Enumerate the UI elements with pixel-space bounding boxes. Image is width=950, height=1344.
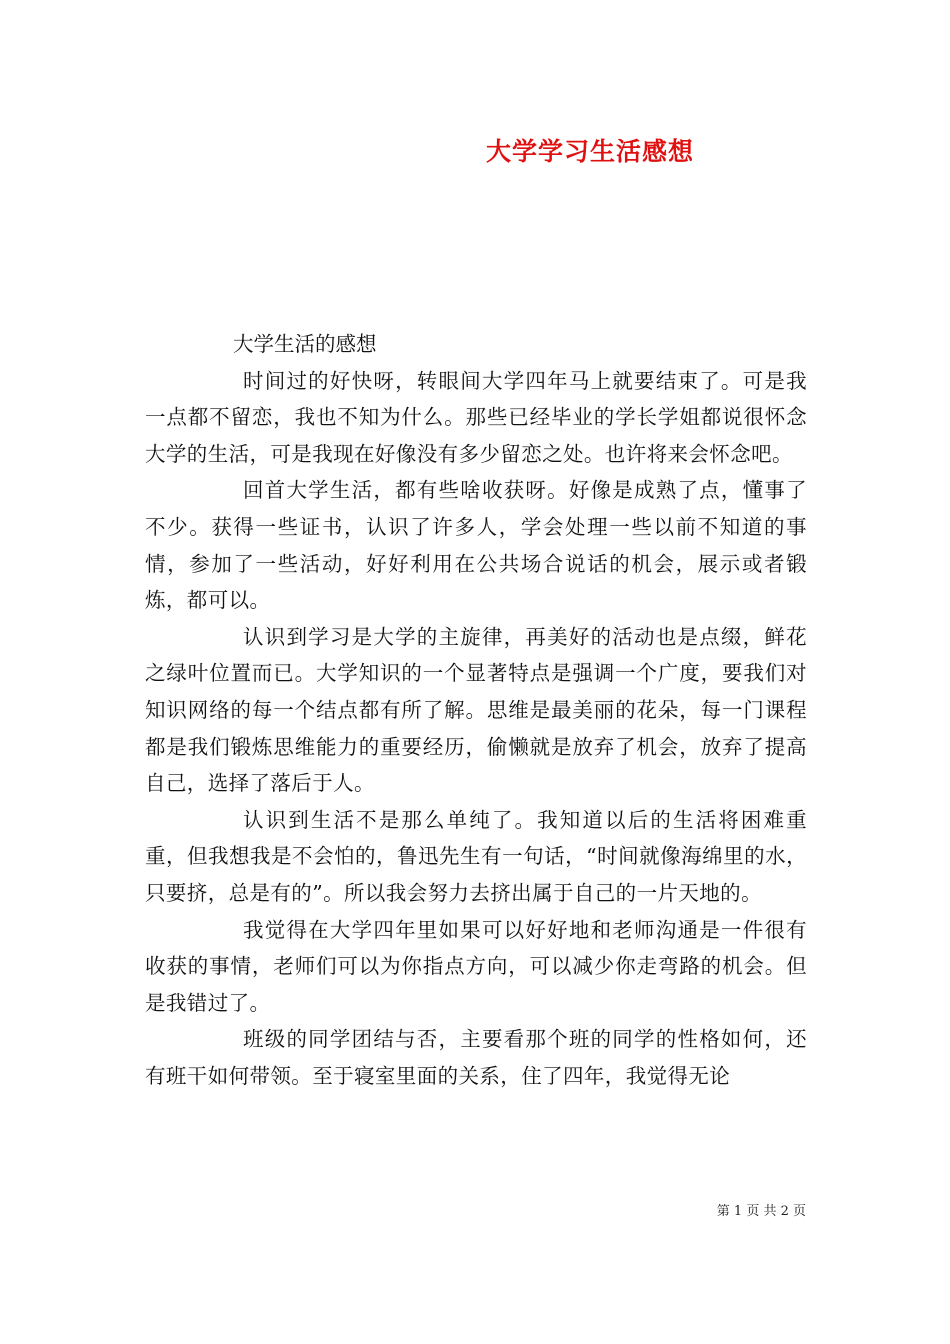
paragraph: 认识到生活不是那么单纯了。我知道以后的生活将困难重重，但我想我是不会怕的，鲁迅先生有一句话，“时间就像海绵里的水，只要挤，总是有的”。所以我会努力去挤出属于自己的一片天地的。 (145, 807, 807, 905)
page-number: 第 1 页 共 2 页 (716, 1204, 806, 1219)
document-title: 大学学习生活感想 (485, 137, 694, 166)
paragraph: 班级的同学团结与否，主要看那个班的同学的性格如何，还有班干如何带领。至于寝室里面的关系，住了四年，我觉得无论 (145, 1027, 807, 1088)
paragraph: 认识到学习是大学的主旋律，再美好的活动也是点缀，鲜花之绿叶位置而已。大学知识的一个显著特点是强调一个广度，要我们对知识网络的每一个结点都有所了解。思维是最美丽的花朵，每一门课程都是我们锻炼思维能力的重要经历，偷懒就是放弃了机会，放弃了提高自己，选择了落后于人。 (145, 624, 807, 796)
paragraph: 时间过的好快呀，转眼间大学四年马上就要结束了。可是我一点都不留恋，我也不知为什么。那些已经毕业的学长学姐都说很怀念大学的生活，可是我现在好像没有多少留恋之处。也许将来会怀念吧。 (145, 368, 807, 466)
paragraph: 我觉得在大学四年里如果可以好好地和老师沟通是一件很有收获的事情，老师们可以为你指点方向，可以减少你走弯路的机会。但是我错过了。 (145, 917, 807, 1015)
paragraph: 回首大学生活，都有些啥收获呀。好像是成熟了点，懂事了不少。获得一些证书，认识了许多人，学会处理一些以前不知道的事情，参加了一些活动，好好利用在公共场合说话的机会，展示或者锻炼，都可以。 (145, 478, 807, 613)
document-body (145, 326, 807, 1094)
document-subtitle: 大学生活的感想 (233, 332, 377, 356)
